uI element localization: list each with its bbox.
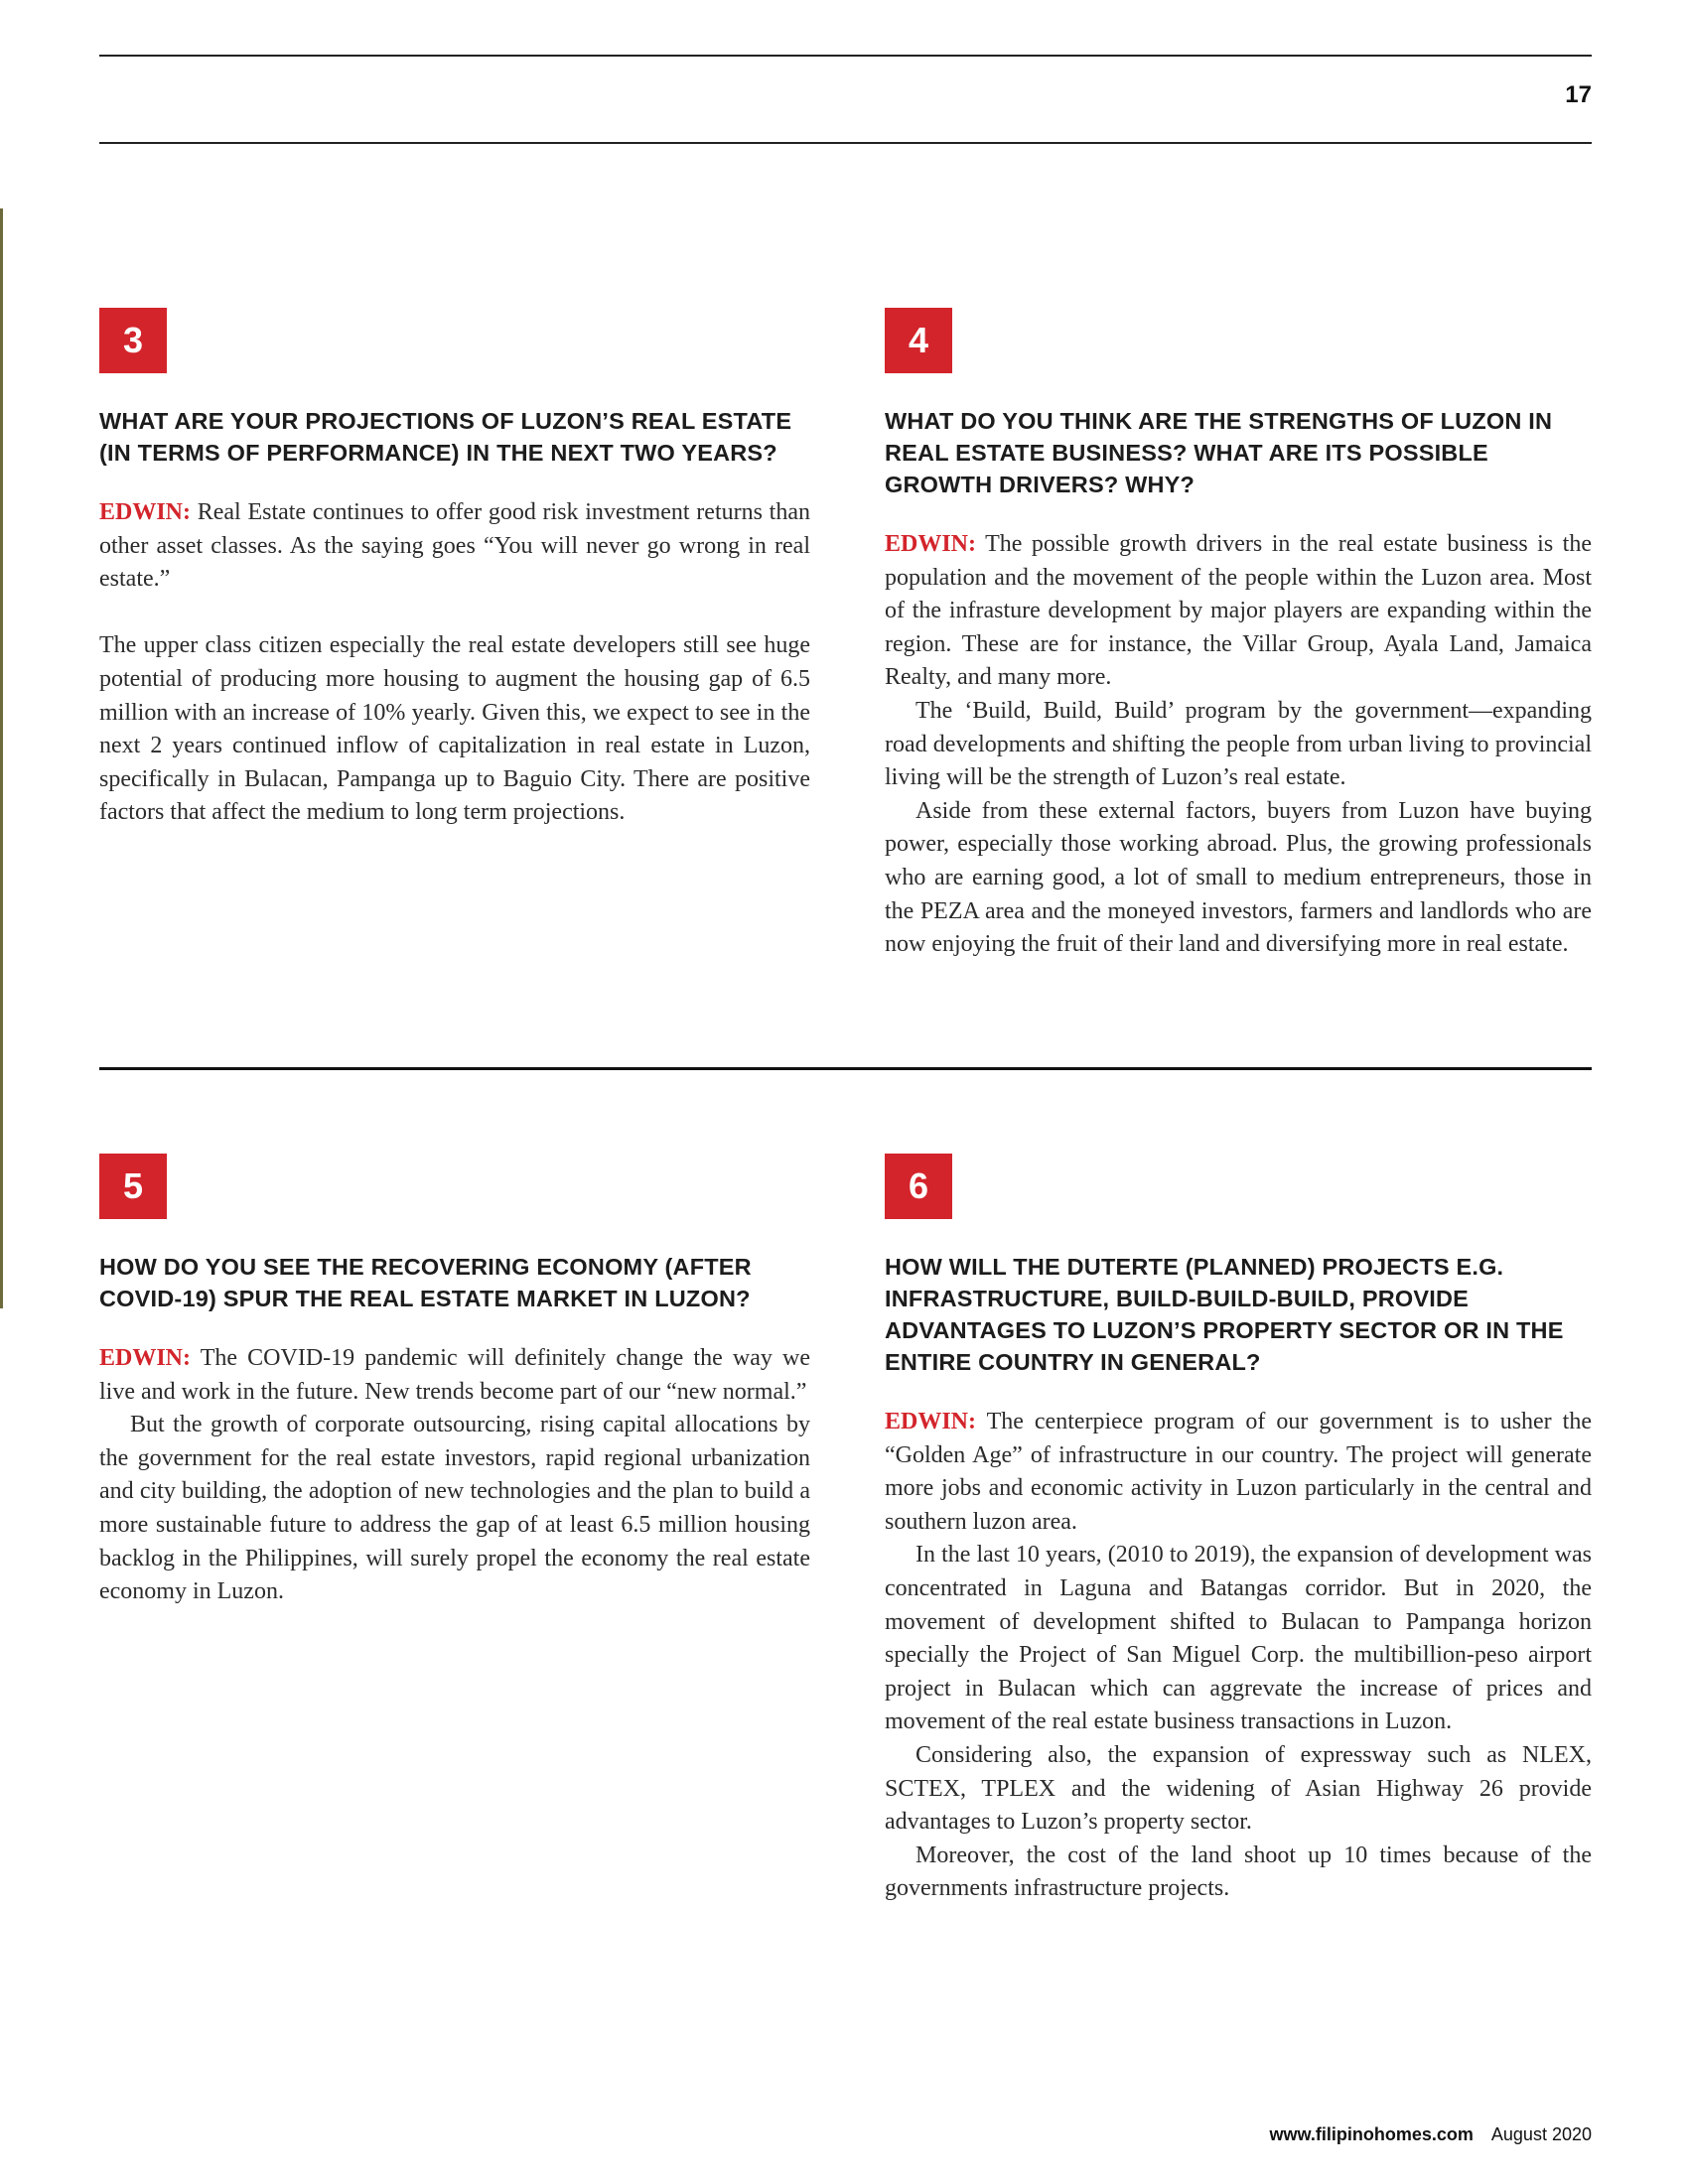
answer-paragraph: In the last 10 years, (2010 to 2019), the expansion of development was concentrated in Laguna and Batangas corridor. But in 2020, the movement of development shifted to Bulacan to Pampanga horizon specially the Project of San Miguel Corp. the multibillion-peso airport project in Bulacan which can aggrevate the increase of prices and movement of the real estate business transactions in Luzon. [885, 1542, 1592, 1735]
question-heading: WHAT DO YOU THINK ARE THE STRENGTHS OF LUZON IN REAL ESTATE BUSINESS? WHAT ARE ITS POSSIBLE GROWTH DRIVERS? WHY? [885, 408, 1553, 497]
header-top-rule [99, 55, 1592, 57]
question-number-badge: 3 [99, 308, 167, 373]
answer-paragraph: But the growth of corporate outsourcing, rising capital allocations by the government for the real estate investors, rapid regional urbanization and city building, the adoption of new technologies and the plan to build a more sustainable future to address the gap of at least 6.5 million housing backlog in the Philippines, will surely propel the economy the real estate economy in Luzon. [99, 1412, 810, 1605]
answer-lead-paragraph [885, 1406, 1592, 1539]
answer-lead-paragraph [99, 496, 810, 597]
answer-paragraph: Considering also, the expansion of expressway such as NLEX, SCTEX, TPLEX and the widening of Asian Highway 26 provide advantages to Luzon’s property sector. [885, 1741, 1592, 1836]
question-number-badge: 5 [99, 1154, 167, 1219]
qa-section-3 [99, 308, 810, 830]
answer-body [99, 496, 810, 830]
question-heading: HOW WILL THE DUTERTE (PLANNED) PROJECTS E.G. INFRASTRUCTURE, BUILD-BUILD-BUILD, PROVIDE ADVANTAGES TO LUZON’S PROPERTY SECTOR OR IN THE ENTIRE COUNTRY IN GENERAL? [885, 1254, 1564, 1375]
footer-issue-date: August 2020 [1490, 2124, 1592, 2144]
page-number: 17 [1565, 81, 1592, 108]
footer-website-link[interactable]: www.filipinohomes.com [1269, 2124, 1474, 2144]
answer-lead-paragraph [885, 528, 1592, 695]
speaker-label: EDWIN: [99, 499, 192, 525]
header-bottom-rule [99, 142, 1592, 144]
question-number-badge: 6 [885, 1154, 952, 1219]
answer-body [885, 1406, 1592, 1906]
answer-paragraph: Moreover, the cost of the land shoot up 10 times because of the governments infrastructure projects. [885, 1842, 1592, 1902]
section-divider-rule [99, 1067, 1592, 1070]
left-edge-strip [0, 208, 3, 1308]
answer-body [885, 528, 1592, 962]
qa-section-6 [885, 1154, 1592, 1906]
answer-body [99, 1342, 810, 1609]
answer-lead-text: The possible growth drivers in the real estate business is the population and the movement of the people within the Luzon area. Most of the infrasture development by major players are expanding within the region. These are for instance, the Villar Group, Ayala Land, Jamaica Realty, and many more. [885, 531, 1592, 691]
page-footer [1092, 2124, 1592, 2145]
question-heading: HOW DO YOU SEE THE RECOVERING ECONOMY (AFTER COVID-19) SPUR THE REAL ESTATE MARKET IN LUZON? [99, 1254, 752, 1311]
speaker-label: EDWIN: [885, 1409, 977, 1434]
question-number-badge: 4 [885, 308, 952, 373]
answer-paragraph: The upper class citizen especially the real estate developers still see huge potential of producing more housing to augment the housing gap of 6.5 million with an increase of 10% yearly. Given this, we expect to see in the next 2 years continued inflow of capitalization in real estate in Luzon, specifically in Bulacan, Pampanga up to Baguio City. There are positive factors that affect the medium to long term projections. [99, 632, 810, 826]
qa-section-5 [99, 1154, 810, 1609]
answer-paragraph: Aside from these external factors, buyers from Luzon have buying power, especially those working abroad. Plus, the growing professionals who are earning good, a lot of small to medium entrepreneurs, those in the PEZA area and the moneyed investors, farmers and landlords who are now enjoying the fruit of their land and diversifying more in real estate. [885, 797, 1592, 958]
speaker-label: EDWIN: [885, 531, 977, 557]
question-heading: WHAT ARE YOUR PROJECTIONS OF LUZON’S REAL ESTATE (IN TERMS OF PERFORMANCE) IN THE NEXT TWO YEARS? [99, 408, 792, 466]
qa-section-4 [885, 308, 1592, 962]
answer-lead-text: Real Estate continues to offer good risk investment returns than other asset classes. As the saying goes “You will never go wrong in real estate.” [99, 499, 810, 593]
answer-paragraph: The ‘Build, Build, Build’ program by the government—expanding road developments and shifting the people from urban living to provincial living will be the strength of Luzon’s real estate. [885, 697, 1592, 791]
answer-lead-text: The COVID-19 pandemic will definitely change the way we live and work in the future. New trends become part of our “new normal.” [99, 1345, 810, 1405]
answer-lead-paragraph [99, 1342, 810, 1409]
answer-lead-text: The centerpiece program of our government is to usher the “Golden Age” of infrastructure in our country. The project will generate more jobs and economic activity in Luzon particularly in the central and southern luzon area. [885, 1409, 1592, 1535]
speaker-label: EDWIN: [99, 1345, 192, 1371]
